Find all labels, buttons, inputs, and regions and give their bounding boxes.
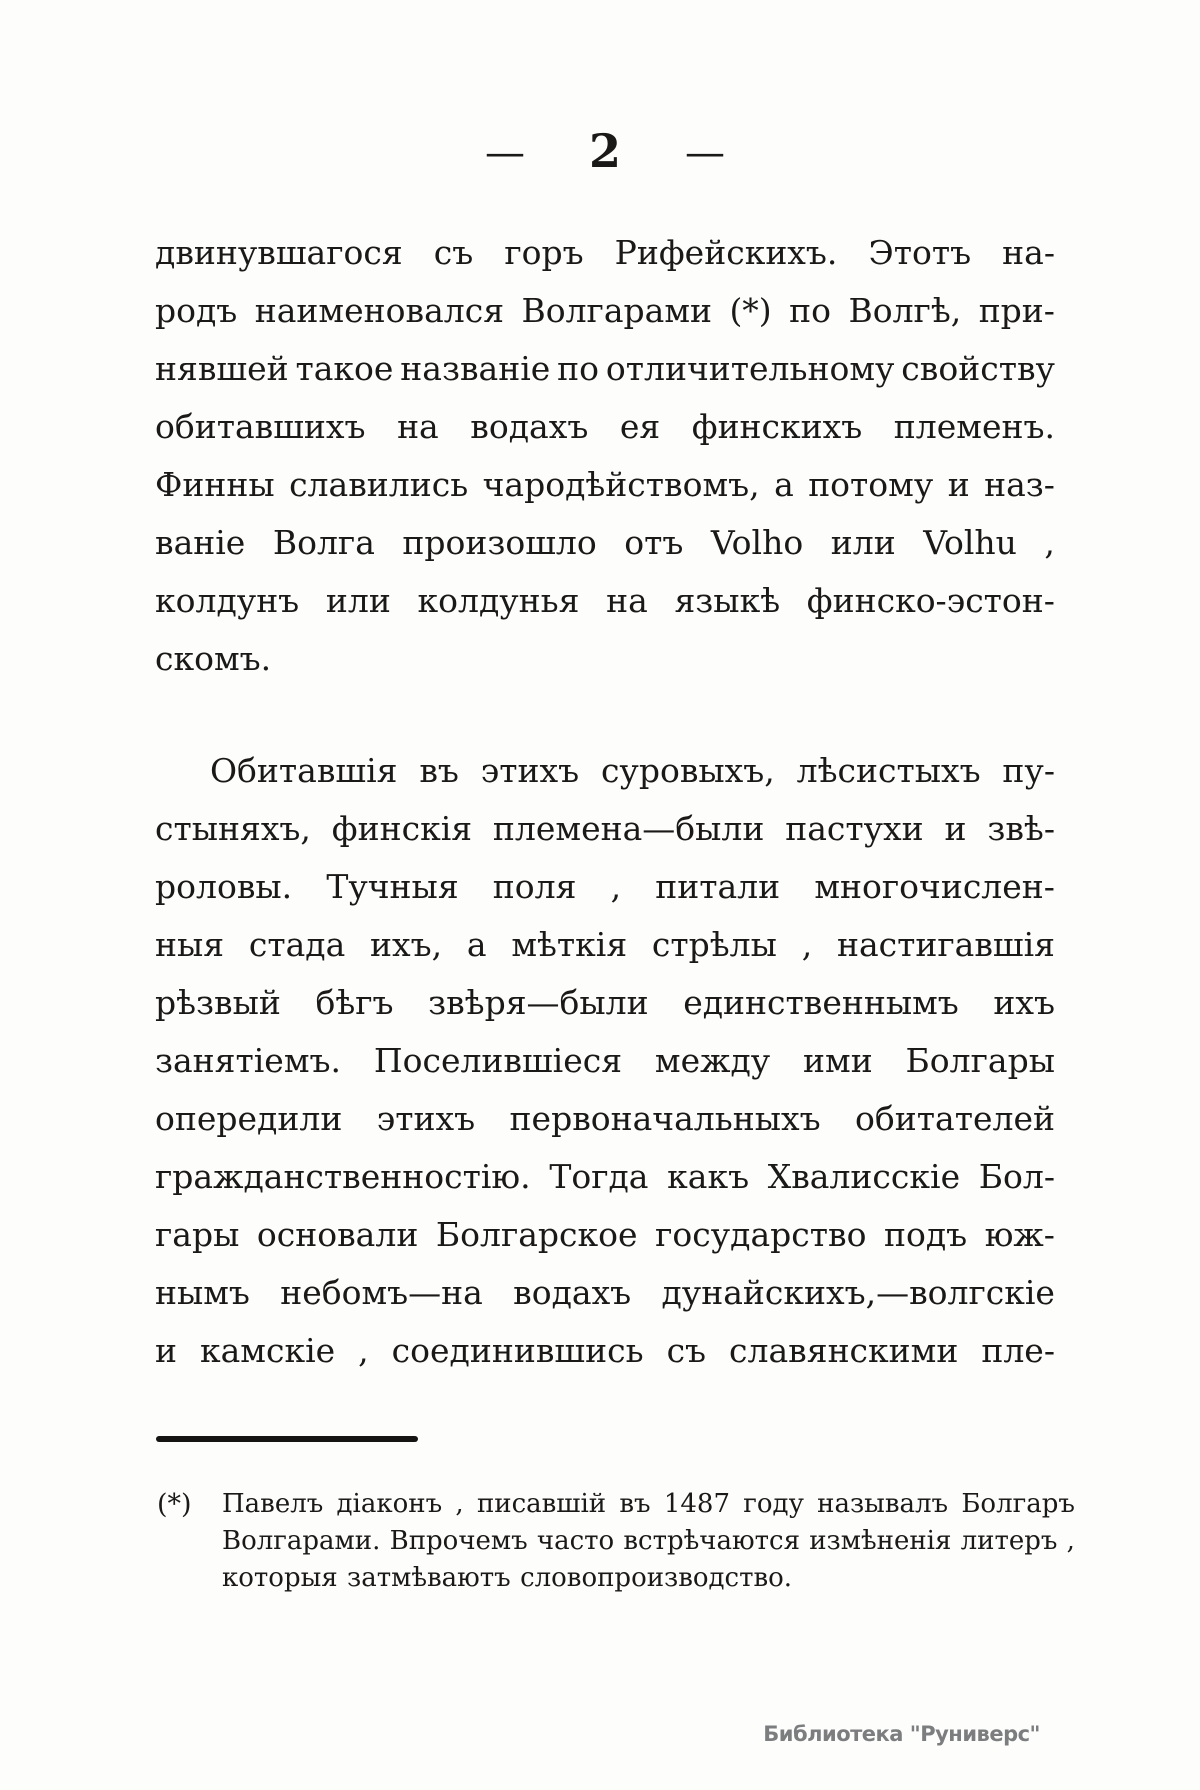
page-header bbox=[155, 122, 1055, 180]
header-dash-right: — bbox=[685, 130, 725, 176]
text-line: нымъ небомъ—на водахъ дунайскихъ,—волгскіе bbox=[155, 1273, 1055, 1312]
footnote-separator-rule bbox=[156, 1436, 418, 1442]
paragraph-1 bbox=[155, 224, 1055, 688]
text-line: опередили этихъ первоначальныхъ обитателей bbox=[155, 1099, 1055, 1138]
text-line: родъ наименовался Волгарами (*) по Волгѣ, при- bbox=[155, 291, 1055, 330]
text-line: ныя стада ихъ, а мѣткія стрѣлы , настигавшія bbox=[155, 925, 1055, 964]
text-line: нявшей такое названіе по отличительному свойству bbox=[155, 349, 1055, 388]
text-line: стыняхъ, финскія племена—были пастухи и звѣ- bbox=[155, 809, 1055, 848]
library-watermark: Библиотека "Руниверс" bbox=[763, 1722, 1040, 1746]
text-line: колдунъ или колдунья на языкѣ финско-эстон- bbox=[155, 581, 1055, 620]
text-line: скомъ. bbox=[155, 639, 272, 678]
text-line: и камскіе , соединившись съ славянскими пле- bbox=[155, 1331, 1055, 1370]
page-number: 2 bbox=[588, 124, 621, 178]
header-dash-left: — bbox=[484, 130, 525, 176]
text-line: Финны славились чародѣйствомъ, а потому и наз- bbox=[155, 465, 1055, 504]
text-line: занятіемъ. Поселившіеся между ими Болгары bbox=[155, 1041, 1055, 1080]
text-line: двинувшагося съ горъ Рифейскихъ. Этотъ на- bbox=[155, 233, 1055, 272]
text-line: гражданственностію. Тогда какъ Хвалисскіе Бол- bbox=[155, 1157, 1055, 1196]
footnote-marker: (*) bbox=[157, 1489, 192, 1520]
text-line: гары основали Болгарское государство подъ юж- bbox=[155, 1215, 1055, 1254]
paragraph-2 bbox=[155, 742, 1055, 1380]
footnote bbox=[155, 1486, 1075, 1597]
text-line: которыя затмѣваютъ словопроизводство. bbox=[222, 1563, 793, 1593]
text-line: Павелъ діаконъ , писавшій въ 1487 году называлъ Болгаръ bbox=[222, 1489, 1075, 1519]
text-line: рѣзвый бѣгъ звѣря—были единственнымъ ихъ bbox=[155, 983, 1055, 1022]
text-line: ваніе Волга произошло отъ Volho или Volhu , bbox=[155, 523, 1055, 562]
footnote-text bbox=[222, 1486, 1075, 1597]
text-line: Обитавшія въ этихъ суровыхъ, лѣсистыхъ пу- bbox=[210, 751, 1055, 790]
text-line: обитавшихъ на водахъ ея финскихъ племенъ. bbox=[155, 407, 1055, 446]
text-line: Волгарами. Впрочемъ часто встрѣчаются измѣненія литеръ , bbox=[222, 1526, 1075, 1556]
page-body bbox=[155, 224, 1055, 1380]
text-line: роловы. Тучныя поля , питали многочислен- bbox=[155, 867, 1055, 906]
